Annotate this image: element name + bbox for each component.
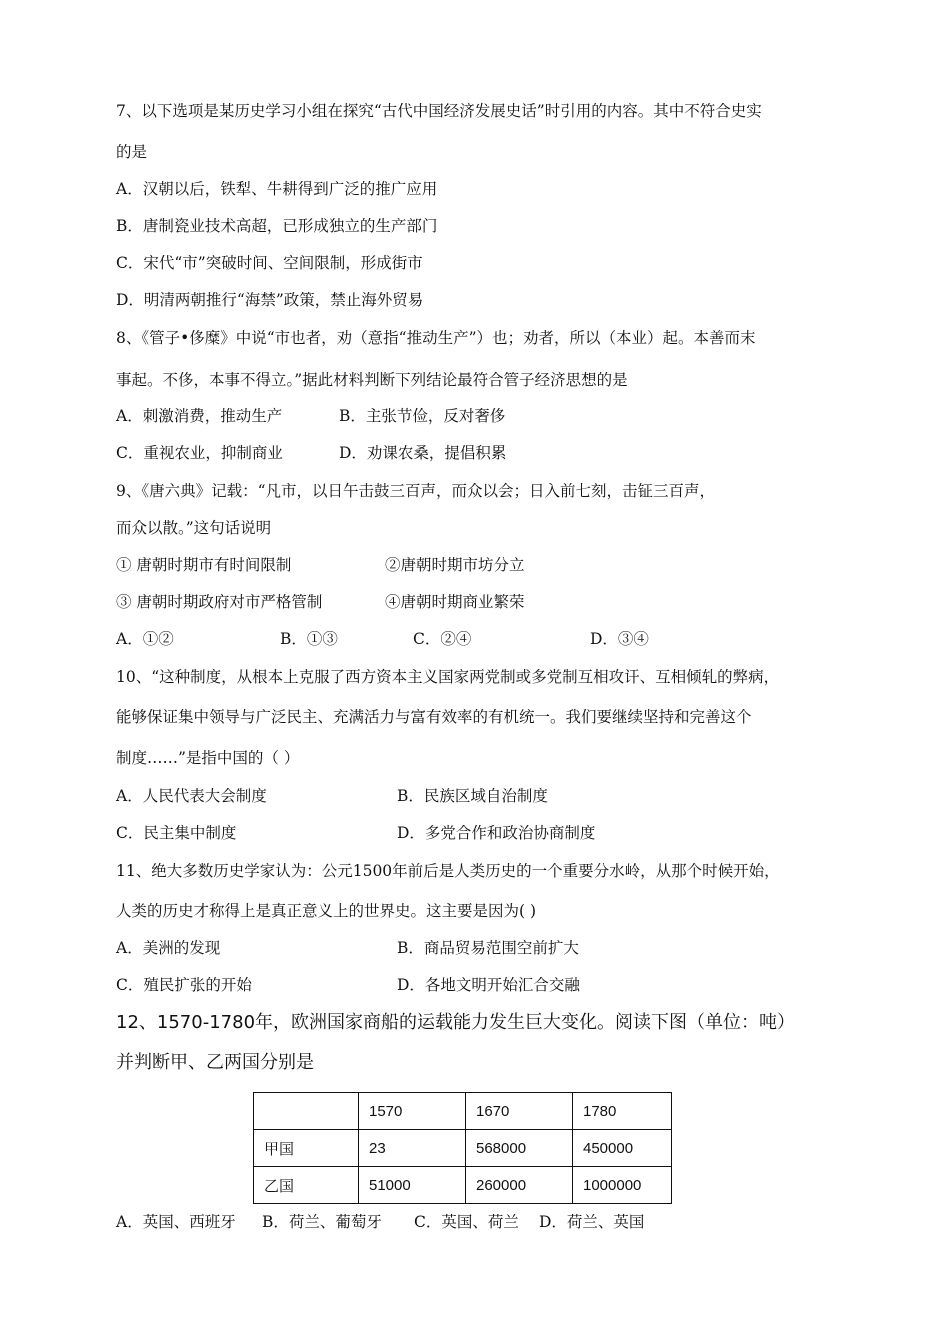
table-cell: 乙国 [254,1167,359,1204]
q10-stem-line3: 制度……”是指中国的（ ） [116,749,300,767]
q11-option-a: A．美洲的发现 [116,939,221,957]
q10-stem-line2: 能够保证集中领导与广泛民主、充满活力与富有效率的有机统一。我们要继续坚持和完善这个 [116,708,752,726]
q7-stem-line1: 7、以下选项是某历史学习小组在探究“古代中国经济发展史话”时引用的内容。其中不符合史实 [116,102,762,120]
q10-option-d: D．多党合作和政治协商制度 [397,824,596,842]
q9-stem-line1: 9、《唐六典》记载：“凡市，以日午击鼓三百声，而众以会；日入前七刻，击钲三百声， [116,482,716,500]
table-cell: 1670 [466,1093,573,1130]
q8-option-c: C．重视农业，抑制商业 [116,444,283,462]
q9-option-a: A．①② [116,630,174,648]
q7-stem-line2: 的是 [116,143,148,161]
q8-stem-line1: 8、《管子•侈糜》中说“市也者，劝（意指“推动生产”）也；劝者，所以（本业）起。本善而末 [116,329,756,347]
q7-option-d: D．明清两朝推行“海禁”政策，禁止海外贸易 [116,291,424,309]
table-row [254,1130,672,1167]
q9-option-b: B．①③ [280,630,338,648]
q11-stem-line2: 人类的历史才称得上是真正意义上的世界史。这主要是因为( ) [116,902,537,920]
q9-statement-2: ②唐朝时期市坊分立 [385,556,525,574]
table-cell: 1000000 [573,1167,672,1204]
q9-statement-4: ④唐朝时期商业繁荣 [385,593,525,611]
q9-statement-1: ① 唐朝时期市有时间限制 [116,556,292,574]
table-cell: 450000 [573,1130,672,1167]
q8-option-a: A．刺激消费，推动生产 [116,407,283,425]
q9-statement-3: ③ 唐朝时期政府对市严格管制 [116,593,323,611]
q10-option-c: C．民主集中制度 [116,824,237,842]
q11-option-d: D．各地文明开始汇合交融 [397,976,580,994]
q8-option-d: D．劝课农桑，提倡积累 [339,444,507,462]
q9-stem-line2: 而众以散。”这句话说明 [116,519,272,537]
q11-option-c: C．殖民扩张的开始 [116,976,252,994]
q7-option-c: C．宋代“市”突破时间、空间限制，形成街市 [116,254,423,272]
table-header-row [254,1093,672,1130]
q10-option-b: B．民族区域自治制度 [397,787,548,805]
table-cell: 23 [359,1130,466,1167]
q7-option-b: B．唐制瓷业技术高超，已形成独立的生产部门 [116,217,438,235]
q10-stem-line1: 10、“这种制度，从根本上克服了西方资本主义国家两党制或多党制互相攻讦、互相倾轧的弊病， [116,668,780,686]
table-cell: 1780 [573,1093,672,1130]
shipping-capacity-table [253,1092,672,1204]
table-cell: 568000 [466,1130,573,1167]
table-cell: 51000 [359,1167,466,1204]
q9-option-c: C．②④ [413,630,472,648]
q12-option-a: A．英国、西班牙 [116,1213,236,1231]
q12-option-b: B．荷兰、葡萄牙 [262,1213,382,1231]
q11-stem-line1: 11、绝大多数历史学家认为：公元1500年前后是人类历史的一个重要分水岭，从那个时候开始， [116,862,780,880]
q12-option-c: C．英国、荷兰 [414,1213,519,1231]
q8-option-b: B．主张节俭，反对奢侈 [339,407,506,425]
q12-option-d: D．荷兰、英国 [539,1213,645,1231]
table-row [254,1167,672,1204]
q12-stem-line1: 12、1570-1780年，欧洲国家商船的运载能力发生巨大变化。阅读下图（单位：吨） [116,1012,796,1033]
table-cell: 260000 [466,1167,573,1204]
table-cell: 甲国 [254,1130,359,1167]
table-cell: 1570 [359,1093,466,1130]
q10-option-a: A．人民代表大会制度 [116,787,267,805]
q11-option-b: B．商品贸易范围空前扩大 [397,939,579,957]
q9-option-d: D．③④ [590,630,649,648]
table-cell [254,1093,359,1130]
q7-option-a: A．汉朝以后，铁犁、牛耕得到广泛的推广应用 [116,180,438,198]
q12-stem-line2: 并判断甲、乙两国分别是 [116,1052,314,1073]
q8-stem-line2: 事起。不侈，本事不得立。”据此材料判断下列结论最符合管子经济思想的是 [116,371,628,389]
